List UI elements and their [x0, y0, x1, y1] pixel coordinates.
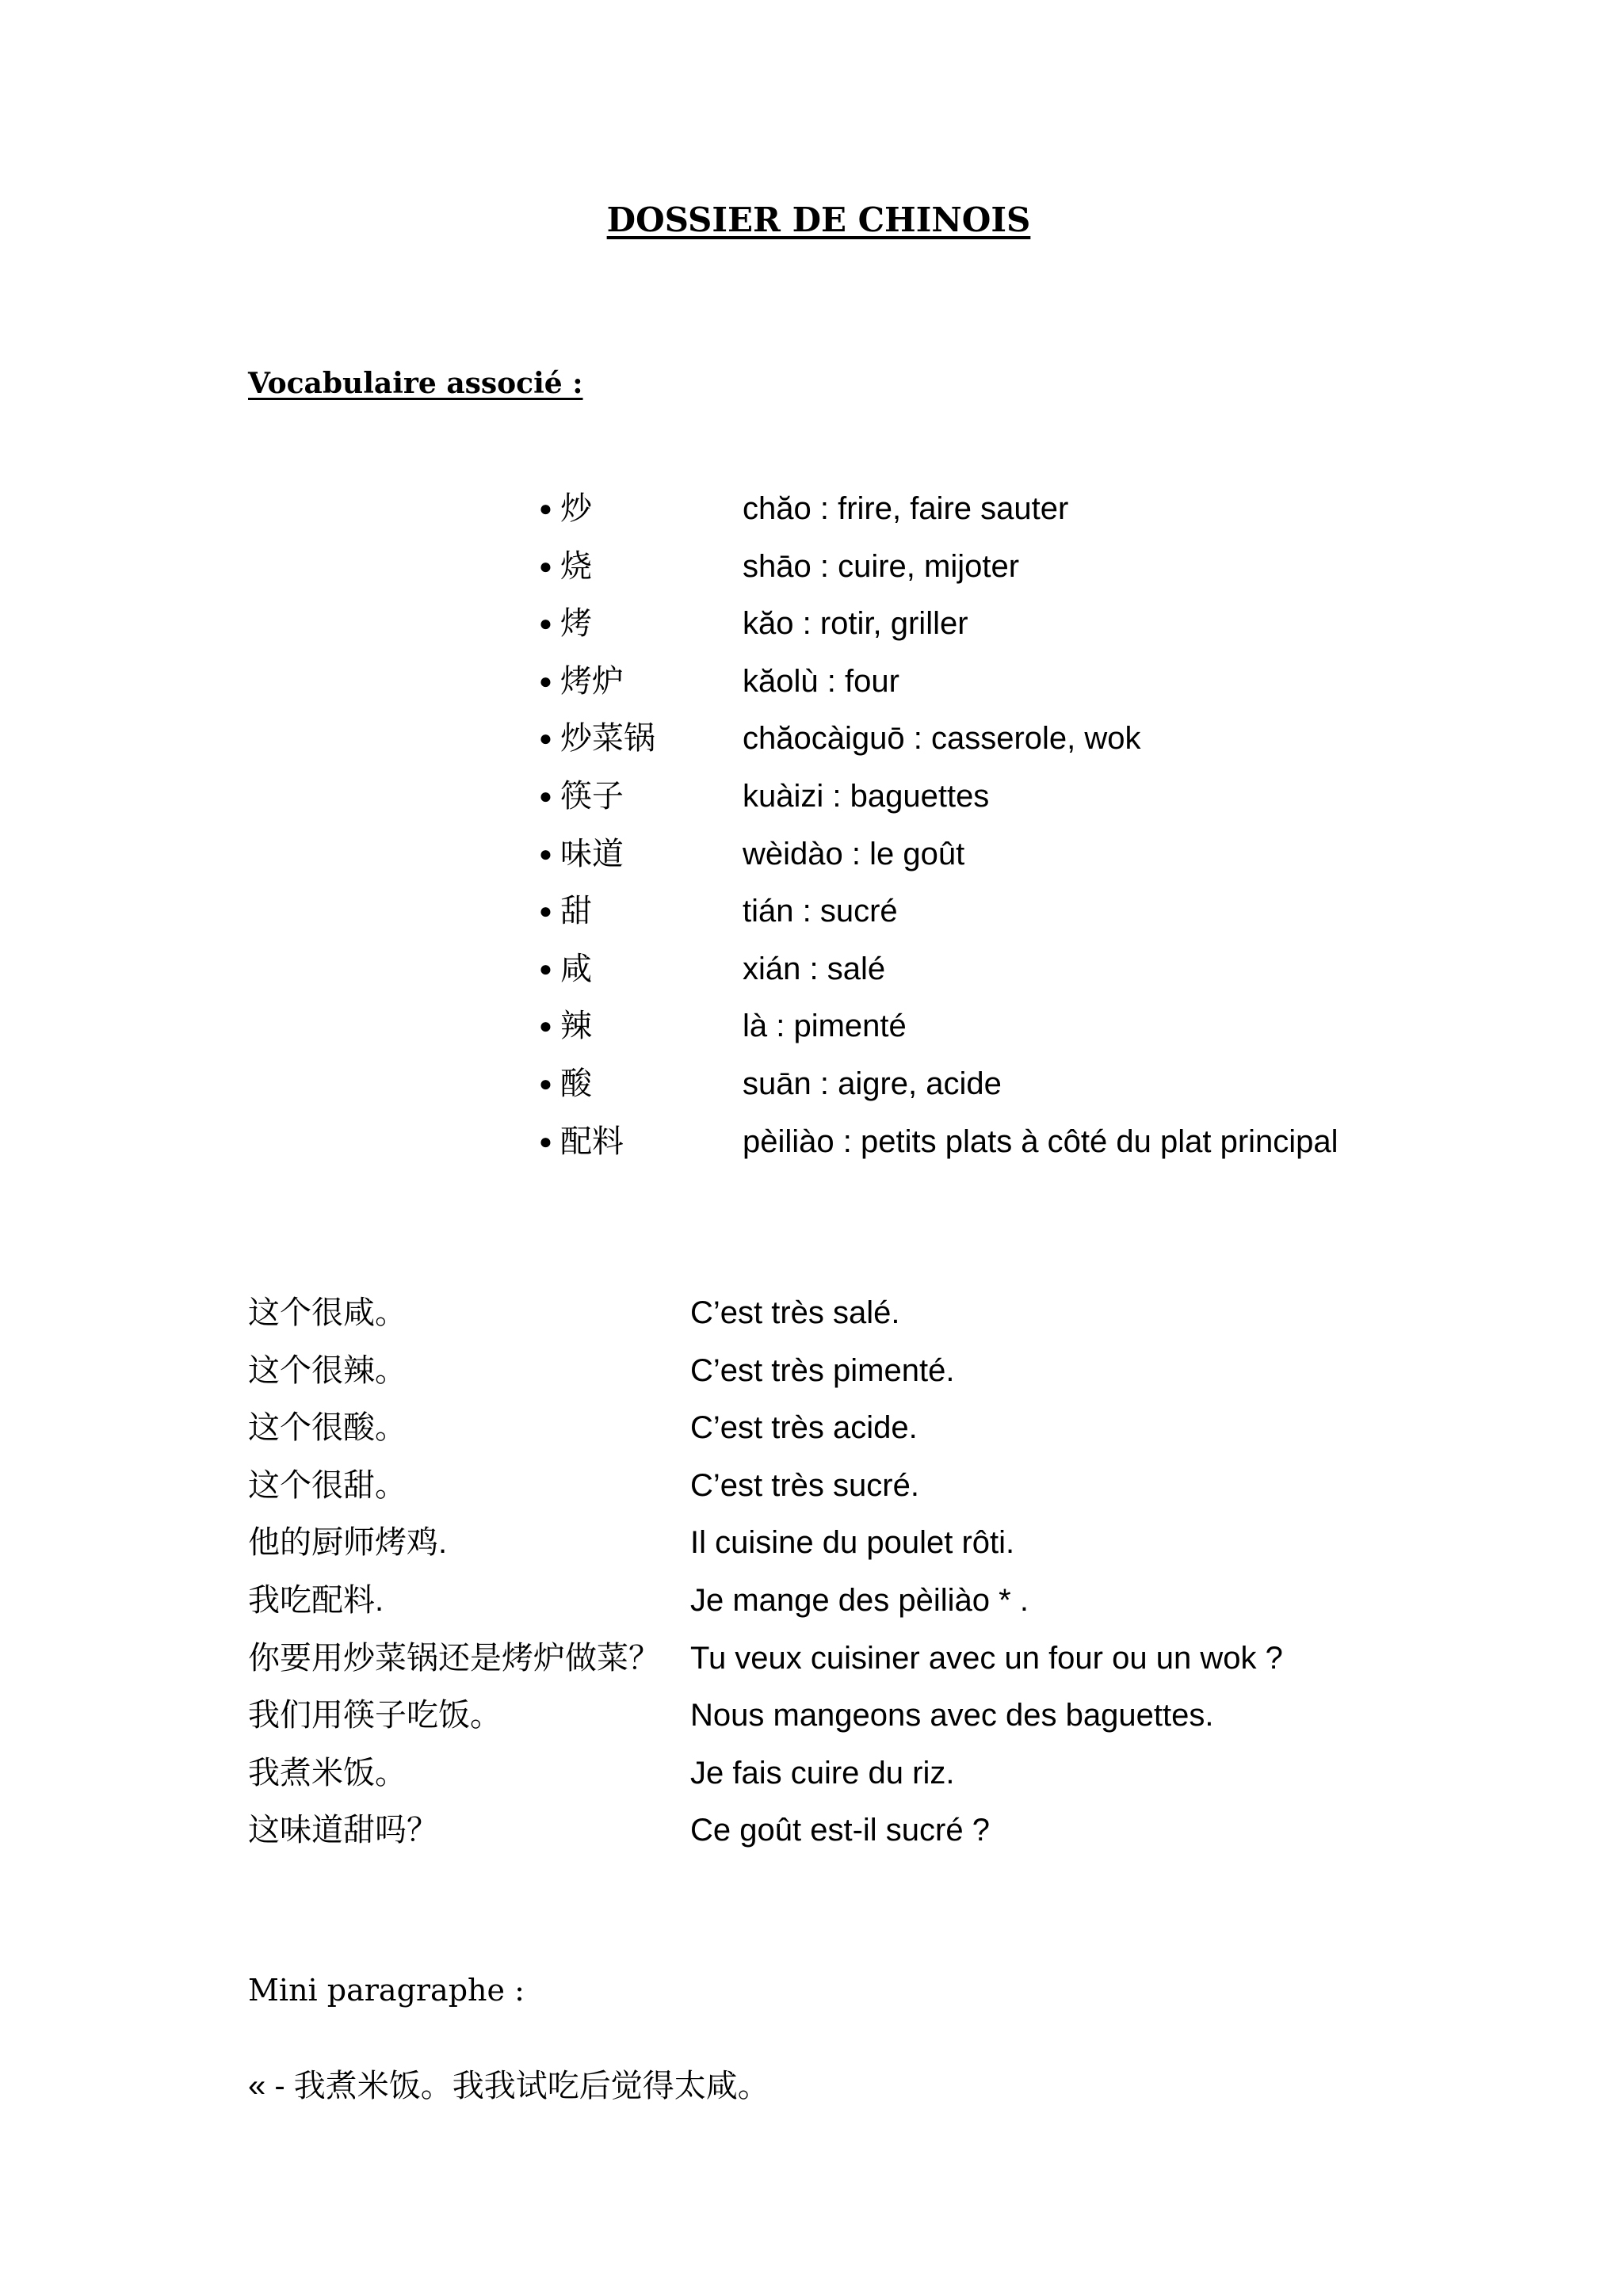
mini-paragraph-label: Mini paragraphe :: [248, 1973, 525, 2008]
vocabulary-item: [539, 889, 1617, 947]
vocabulary-hanzi: 筷子: [560, 778, 624, 814]
bullet-icon: ●: [539, 955, 552, 981]
vocabulary-gloss: kăo : rotir, griller: [743, 606, 968, 642]
vocabulary-hanzi: 配料: [560, 1123, 624, 1159]
vocabulary-item: [539, 1004, 1617, 1062]
sentence-row: [248, 1578, 1611, 1636]
vocabulary-hanzi: 烤: [560, 606, 592, 642]
sentence-row: [248, 1348, 1611, 1406]
vocabulary-hanzi: 炒菜锅: [560, 721, 655, 757]
sentence-row: [248, 1291, 1611, 1348]
sentence-chinese: 这味道甜吗？: [248, 1813, 438, 1848]
vocabulary-gloss: kăolù : four: [743, 663, 899, 699]
bullet-icon: ●: [539, 668, 552, 693]
vocabulary-gloss: shāo : cuire, mijoter: [743, 548, 1020, 584]
sentence-french: Tu veux cuisiner avec un four ou un wok ?: [690, 1640, 1283, 1676]
vocabulary-list: [539, 486, 1617, 1177]
sentence-chinese: 这个很咸。: [248, 1295, 407, 1330]
sentence-french: C’est très acide.: [690, 1410, 918, 1446]
vocabulary-hanzi: 甜: [560, 894, 592, 929]
sentence-french: Nous mangeons avec des baguettes.: [690, 1698, 1214, 1733]
sentence-french: Ce goût est-il sucré ?: [690, 1813, 990, 1848]
sentence-row: [248, 1693, 1611, 1751]
sentence-chinese: 这个很甜。: [248, 1467, 407, 1503]
vocabulary-item: [539, 1119, 1617, 1177]
vocabulary-hanzi: 炒: [560, 491, 592, 526]
bullet-icon: ●: [539, 1128, 552, 1154]
sentence-row: [248, 1405, 1611, 1463]
sentence-row: [248, 1520, 1611, 1578]
vocabulary-hanzi: 咸: [560, 951, 592, 986]
bullet-icon: ●: [539, 783, 552, 808]
vocabulary-gloss: xián : salé: [743, 951, 886, 986]
vocabulary-gloss: tián : sucré: [743, 894, 898, 929]
sentence-french: Je fais cuire du riz.: [690, 1755, 955, 1791]
vocabulary-gloss: chăo : frire, faire sauter: [743, 491, 1069, 526]
sentence-row: [248, 1751, 1611, 1809]
vocabulary-item: [539, 659, 1617, 717]
bullet-icon: ●: [539, 611, 552, 636]
vocabulary-item: [539, 716, 1617, 774]
sentence-list: [248, 1291, 1611, 1866]
bullet-icon: ●: [539, 1013, 552, 1039]
vocabulary-item: [539, 1062, 1617, 1119]
bullet-icon: ●: [539, 841, 552, 866]
vocabulary-gloss: kuàizi : baguettes: [743, 778, 990, 814]
vocabulary-gloss: wèidào : le goût: [743, 836, 965, 871]
bullet-icon: ●: [539, 898, 552, 924]
sentence-french: Je mange des pèiliào * .: [690, 1582, 1029, 1618]
sentence-chinese: 我吃配料.: [248, 1582, 384, 1618]
vocabulary-item: [539, 832, 1617, 890]
vocabulary-hanzi: 烧: [560, 548, 592, 584]
sentence-french: Il cuisine du poulet rôti.: [690, 1525, 1015, 1561]
sentence-chinese: 我们用筷子吃饭。: [248, 1698, 502, 1733]
mini-paragraph-text: « - 我煮米饭。我我试吃后觉得太咸。: [248, 2069, 769, 2103]
sentence-row: [248, 1636, 1611, 1694]
vocabulary-gloss: suān : aigre, acide: [743, 1066, 1002, 1101]
sentence-chinese: 这个很酸。: [248, 1410, 407, 1446]
sentence-chinese: 你要用炒菜锅还是烤炉做菜？: [248, 1640, 660, 1676]
vocabulary-hanzi: 烤炉: [560, 663, 624, 699]
vocabulary-item: [539, 544, 1617, 602]
bullet-icon: ●: [539, 496, 552, 521]
vocabulary-item: [539, 947, 1617, 1005]
sentence-row: [248, 1808, 1611, 1866]
vocabulary-gloss: pèiliào : petits plats à côté du plat principal: [743, 1123, 1338, 1159]
sentence-french: C’est très sucré.: [690, 1467, 919, 1503]
bullet-icon: ●: [539, 1070, 552, 1096]
vocabulary-hanzi: 酸: [560, 1066, 592, 1101]
section-heading: Vocabulaire associé :: [248, 367, 583, 400]
sentence-chinese: 这个很辣。: [248, 1352, 407, 1388]
vocabulary-gloss: chăocàiguō : casserole, wok: [743, 721, 1141, 757]
sentence-chinese: 我煮米饭。: [248, 1755, 407, 1791]
vocabulary-item: [539, 774, 1617, 832]
sentence-french: C’est très salé.: [690, 1295, 900, 1330]
bullet-icon: ●: [539, 726, 552, 751]
vocabulary-item: [539, 601, 1617, 659]
bullet-icon: ●: [539, 553, 552, 578]
vocabulary-hanzi: 辣: [560, 1009, 592, 1044]
sentence-chinese: 他的厨师烤鸡.: [248, 1525, 448, 1561]
vocabulary-gloss: là : pimenté: [743, 1009, 907, 1044]
vocabulary-item: [539, 486, 1617, 544]
document-title: DOSSIER DE CHINOIS: [606, 200, 1031, 239]
sentence-french: C’est très pimenté.: [690, 1352, 955, 1388]
sentence-row: [248, 1463, 1611, 1521]
vocabulary-hanzi: 味道: [560, 836, 624, 871]
